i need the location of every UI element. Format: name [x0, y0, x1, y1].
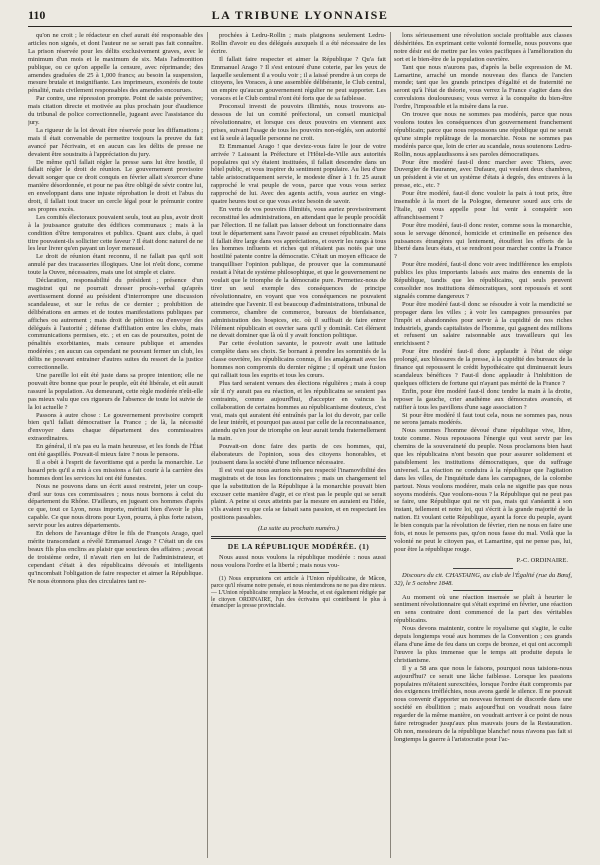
- paragraph: Il fallait faire respecter et aimer la République ? Qu'a fait Emmanuel Arago ? Il s'est entouré d'une coterie, par les yeux de laquelle seulement il a voulu voir ; il a laissé prendre à un corps de citoyens, les Voraces, à une assemblée délibérante, le Club central, un empire qu'aucun gouvernement régulier ne peut supporter. Les voraces et le Club central n'ont été forts que de sa faiblesse.: [211, 55, 386, 103]
- section-divider: [211, 536, 386, 539]
- paragraph: Nous ne pouvons dans un écrit aussi restreint, jeter un coup-d'œil sur tous ces commissaires ; nous nous bornons à celui du département du Rhône. D'ailleurs, en jugeant ces hommes d'après ce que, tout ce Lyon, nous importe, méritait bien d'avoir le plus capable. Ce que nous dirons pour Lyon, pourra, à plus forte raison, servir pour les autres départements.: [28, 482, 203, 530]
- header-rule: [28, 26, 572, 27]
- paragraph: Enfin, pour être modéré faut-il donc tendre la main à la droite, reposer la gauche, crier anathème aux démocrates avancés, et ratifier à tous les pavillons d'une sage association ?: [394, 387, 572, 411]
- paragraph: Par cette évolution savante, le pouvoir avait une latitude complète dans ses choix. Se bornant à prendre les sommités de la classe ouvrière, les républicains connus, il les amalgamait avec les hommes non compromis du dernier régime ; il opérait une fusion qui ralliait tous les esprits et tous les cœurs.: [211, 340, 386, 379]
- paragraph: Nous devons maintenir, contre le royalisme qui s'agite, le culte depuis longtemps voué aux hommes de la Convention ; ces grands élans d'une âme de feu dans un corps de bronze, et qui ont accompli l'œuvre la plus immense que le temps ait produite depuis le christianisme.: [394, 625, 572, 664]
- paragraph: Pouvait-on donc faire des partis de ces hommes, qui, élaborateurs de l'opinion, sous des citoyens honorables, et jouissent dans la société d'une influence nécessaire.: [211, 443, 386, 466]
- footnote-rule: [269, 572, 329, 573]
- section-title: DE LA RÉPUBLIQUE MODÉRÉE. (1): [227, 542, 370, 552]
- continued-notice: (La suite au prochain numéro.): [258, 525, 339, 533]
- paragraph: De même qu'il fallait régler la presse sans lui être hostile, il fallait régler le droit de réunion. Le gouvernement provisoire devait songer que ce droit conquis en février allait s'exercer d'une manière désordonnée, et pour ne pas être obligé de sévir contre lui, en enveloppant dans une injuste réprobation le droit et l'abus du droit, il fallait tout tracer un cercle légal pour le prémunir contre ses propres excès.: [28, 158, 203, 213]
- paragraph: Et Emmanuel Arago ! que deviez-vous faire le jour de votre arrivée ? Laissant la Préfecture et l'Hôtel-de-Ville aux autorités populaires qui s'y étaient instituées, il fallait descendre dans un hôtel public, et vous inspirer du sentiment populaire. Au lieu d'une table aristocratiquement servie, le modeste dîner à 1 fr. 25 aurait rapproché le vrai peuple de vous, parce que vous vous seriez rapproché de lui. Avec des agents actifs, vous auriez en vingt-quatre heures tout ce que vous aviez besoin de savoir.: [211, 142, 386, 206]
- paragraph: Pour être modéré, faut-il donc vouloir la paix à tout prix, être insensible à la mort de la Pologne, demeurer sourd aux cris de l'Italie, qui vous appelle pour lui venir à conquérir son affranchissement ?: [394, 190, 572, 221]
- newspaper-title: LA TRIBUNE LYONNAISE: [211, 8, 389, 22]
- paragraph: Pour être modéré faut-il donc applaudir à l'état de siège prolongé, aux blessures de la presse, à la cupidité des bureaux de la finance qui repoussent le crédit hypothécaire qui diminuerait leurs scandaleux bénéfices ? Faut-il donc applaudir à l'inhibition de quelques officiers de fortune qui n'ayant pas mérité de la France ?: [394, 348, 572, 387]
- paragraph: Pour être modéré, faut-il donc voir avec indifférence les emplois publics les plus importants laissés aux mains des ennemis de la République, tandis que les républicains, qui seuls peuvent consolider nos institutions démocratiques, sont repoussés et sont signalés comme dangereux ?: [394, 261, 572, 300]
- column-2: [211, 32, 386, 858]
- paragraph: Les comités électoraux pouvaient seuls, tout au plus, avoir droit à la jouissance gratuite des édifices communaux ; mais à la condition d'être temporaires et publics. Quant aux clubs, à quel titre pouvaient-ils solliciter cette faveur ? Il était donc naturel de ne les leur livrer qu'en payant un loyer mensuel.: [28, 213, 203, 253]
- paragraph: Une pareille loi eût été juste dans sa propre intention; elle ne pouvait être bonne que pour le peuple, eût été libérale, et eût aurait rassuré la population. Au demeurant, cette règle modérée n'eût-elle pas mieux valu que ces rigueurs de l'absence de toute loi suivie de la loi actuelle ?: [28, 371, 203, 411]
- paragraph: Si pour être modéré il faut tout cela, nous ne sommes pas, nous ne serons jamais modérés.: [394, 411, 572, 427]
- paragraph: En vertu de vos pouvoirs illimités, vous auriez provisoirement reconstitué les administrations, en attendant que le peuple procédât par l'élection. Il ne fallait pas laisser debout un fonctionnaire dans tout le département sans l'avoir passé au creuset républicain. Mais il fallait être large dans vos appréciations, et ouvrir les rangs à tous les hommes influents et riches qui n'étaient pas notés par une hostilité patente contre la démocratie. C'était un moyen efficace de tranquilliser l'opinion publique, de prouver que la communauté restait à l'état de système philosophique, et que le gouvernement ne voulait que le triomphe de la démocratie pure. Permettez-nous de tirer un seul exemple des conséquences de principe révolutionnaire, en voyant que vos conséquences ne pouvaient atteindre que l'avenir. Il est beaucoup d'administrations, tribunal de commerce, chambre de commerce, bureaux de bienfaisance, administration des hospices, etc. où il suffisait de faire entrer l'élément républicain et ouvrier sans qu'il y dominât. Cet élément ne devait dominer que là où il y avait fonction politique.: [211, 205, 386, 340]
- paragraph: Proconsul investi de pouvoirs illimités, nous trouvons au-dessous de lui un comité préfectoral, un conseil municipal révolutionnaire, et lorsque ces deux pouvoirs en viennent aux prises, suivant l'usage de tous les pouvoirs non-réglés, son autorité est là seule à laquelle personne ne croit.: [211, 103, 386, 142]
- page-header: [28, 8, 572, 26]
- paragraph: prochées à Ledru-Rollin ; mais plaignons seulement Ledru-Rollin d'avoir eu des délégués auxquels il a été nécessaire de les écrire.: [211, 32, 386, 55]
- paragraph: lons sérieusement une révolution sociale profitable aux classes déshéritées. En exprimant cette volonté formelle, nous pouvons que notre désir est de mettre par les voies pacifiques à l'amélioration du sort et le bien-être de la population ouvrière.: [394, 32, 572, 63]
- footnote: (1) Nous empruntons cet article à l'Union républicaine, de Mâcon, parce qu'il résume notre pensée, et nous réentendrons ne ne pas dire mieux. — L'Union républicaine remplace la Mouche, et est également rédigée par le citoyen ORDINAIRE, l'un des écrivains qui contribuent le plus à émanciper la presse provinciale.: [211, 575, 386, 610]
- column-separator: [390, 32, 391, 858]
- paragraph: Il est vrai que nous aurions très peu respecté l'inamovibilité des magistrats et de tous les fonctionnaires ; mais un changement tel que la substitution de la République à la monarchie pouvait bien excuser cette manière d'agir, et ce n'est pas le peuple qui se serait plaint. A peine si ceux atteints par la mesure en auraient eu l'idée, s'ils avaient vu que cela se faisait sans passion, et en respectant les positions passables.: [211, 466, 386, 522]
- paragraph: qu'on ne croit ; le rédacteur en chef aurait été responsable des articles non signés, et dont l'auteur ne se serait pas fait connaître. La prison réservée pour les délits exclusivement graves, avec le minimum d'un mois et le maximum de six. Mais l'admonition publique, ou ce qu'on appelle la censure, avec réprimande; des amendes graduées de 25 à 1,000 francs; au besoin la suspension, mesure brutale et insignifiante. Les imprimeurs, exonérés de toute pénalité, mais civilement responsables des amendes encourues.: [28, 32, 203, 95]
- paragraph: Au moment où une réaction insensée se plaît à heurter le sentiment révolutionnaire qui s'était exprimé en février, une réaction en sens contraire dont commencé de la part des véritables républicains.: [394, 593, 572, 625]
- paragraph: En général, il n'a pas eu la main heureuse, et les fonds de l'État ont été gaspillés. Pouvait-il mieux faire ? nous le pensons.: [28, 443, 203, 459]
- paragraph: Par contre, une répression prompte. Point de saisie préventive; mais citation directe et motivée au plus prochain jour d'audience du tribunal de police correctionnelle, jugeant avec l'assistance du jury.: [28, 95, 203, 126]
- paragraph: Pour être modéré faut-il donc se résoudre à voir la mendicité se propager dans les villes ; à voir les campagnes pressurées par l'impôt et abandonnées pour servir à la cupidité de nos riches industriels, grands capitalistes de l'homme, qui gagnent des millions et refusent un salaire raisonnable aux travailleurs qui les enrichissent ?: [394, 300, 572, 348]
- paragraph: Tant que nous n'aurons pas, d'après la belle expression de M. Lamartine, arraché un monde nouveau des flancs de l'ancien monde; tant que les grands principes d'égalité et de fraternité ne seront qu'à l'état de théorie, vous verrez la France s'agiter dans des convulsions douloureuses; vous verrez à la conquête du bien-être l'ordre, l'impossible et la misère dans la rue.: [394, 63, 572, 111]
- paragraph: Déclaration, responsabilité du président ; présence d'un magistrat qui ne pourrait dresser procès-verbal qu'après avertissement donné au président d'interrompre une discussion scandaleuse, et sur le refus de ce dernier ; prohibition de délibérations en armes et de toutes manifestations publiques par affiches ou autrement ; mais droit de pétition ou d'envoyer des délégués à l'autorité ; défense d'affiliation entre les clubs, mais communications permises, etc. ; et en cas de poursuites, point de pénalités exorbitantes, mais censure publique et amendes modérées ; en aucun cas cependant ne pouvant fermer un club, les délits ne pouvant entrainer d'autres suites du ressort de la justice correctionnelle.: [28, 277, 203, 372]
- paragraph: Pour être modéré, faut-il donc rester, comme sous la monarchie, sous le servage dénoncé, homicide et criminelle en présence des puissances étrangères qui lentement, étouffent les efforts de la liberté dans leurs états, et se rendront pour marcher contre la France ?: [394, 221, 572, 261]
- discourse-title: Discours du cit. CHASTAING, au club de l'Égalité (rue du Bœuf, 32), le 5 octobre 1848.: [394, 571, 572, 587]
- author-signature: P.-C. ORDINAIRE.: [516, 556, 568, 564]
- page-number: 110: [28, 8, 46, 22]
- paragraph: Nous sommes l'homme dévoué d'une république vive, libre, toute comme. Nous repoussons l'énergie qui veut servir par les chemins de la souveraineté du peuple. Nous proclamons bien haut que les républicains n'ont besoin que pour assurer solidement et paisiblement les institutions démocratiques, que du suffrage universel. La réaction ne conduira à la république que l'agitation dans les villes, de l'inquiétude dans les campagnes, de la colombe partout. Nous voulons modérer, mais cela ne signifie pas que nous soyons modérés. Que voulons-nous ? la République qui ne peut pas se faire, une République qui ne vit pas, mais qui s'anéantit à son instant, tellement et notre loi, qui s'écrit à la grande majorité de la nation. Et voulant cette République, ayant la force du peuple, ayant le bien conquis par la révolution de février, rien ne nous en faire une fois, et nous le pensons pas, qu'on nous fasse du mal. Voilà que la volonté ne peut le citoyen pas, et Lamartine, qui ne pense pas, lui, pour être la république rouge.: [394, 427, 572, 553]
- paragraph: La rigueur de la loi devait être réservée pour les diffamations ; mais il était convenable de permettre toujours la preuve du fait avancé par l'écrivain, et en aucun cas les délits de presse ne devaient être soustraits à l'appréciation du jury.: [28, 126, 203, 158]
- column-separator: [207, 32, 208, 858]
- column-1: [28, 32, 203, 858]
- paragraph: Pour être modéré faut-il donc marcher avec Thiers, avec Duvergier de Hauranne, avec Dufaure, qui veulent deux chambres, un président à vie et un système d'états à degrés, des entraves à la presse, etc., etc. ?: [394, 158, 572, 190]
- paragraph: On trouve que nous ne sommes pas modérés, parce que nous voulons toutes les conséquences d'un gouvernement franchement républicain; parce que nous repoussons une république qui ne serait qu'une simple replâtrage de la monarchie. Nous ne sommes pas modérés parce que, loin de crier au scandale, nous soutenons Ledru-Rollin, nous applaudissons à ses paroles démocratiques.: [394, 111, 572, 158]
- paragraph: Passons à autre chose : Le gouvernement provisoire comprit bien qu'il fallait démocratiser la France ; de là, la nécessité d'envoyer dans chaque département des commissaires extraordinaires.: [28, 411, 203, 443]
- article-divider: [453, 568, 513, 569]
- paragraph: Plus tard seraient venues des élections régulières ; mais à coup sûr il n'y aurait pas eu réaction, et les républicains se seraient pas contraints, comme aujourd'hui, d'accepter en vaincus la collaboration de certains hommes au républicanisme douteux, c'est vrai, mais qui auraient été entraînés par la loi du devoir, par celle de leur intérêt, et pourquoi pas aussi par celle de la reconnaissance, attendu qu'en jour de triomphe on leur aurait tendu fraternellement la main.: [211, 379, 386, 443]
- column-3: [394, 32, 572, 858]
- paragraph: Il a obéi à l'esprit de favoritisme qui a perdu la monarchie. Le hasard pris qu'il a mis à ces missions a fait courir à la carrière des hommes dont les services lui ont été funestes.: [28, 458, 203, 482]
- paragraph: Le droit de réunion étant reconnu, il ne fallait pas qu'il soit annulé par des tracasseries illogiques. Une loi n'eût donc, comme toute la Ouvre, nécessaires, mais une loi simple et claire.: [28, 253, 203, 277]
- paragraph: Nous aussi nous voulons la république modérée : nous aussi nous voulons l'ordre et la liberté ; mais nous vou-: [211, 554, 386, 569]
- paragraph: Il y a 58 ans que nous le faisons, pourquoi nous taisions-nous aujourd'hui? ce serait une lâche faiblesse. Lorsque les passions populaires m'étaient surexcitées, lorsque l'ordre était compromis par des exigences irréfléchies, nous avons gardé le silence. Il ne pouvait nous convenir d'apporter un nouveau ferment de discorde dans une société en ébullition ; mais aujourd'hui on voudrait nous faire regarder de la même manière, on voudrait arriver à ce point de nous faire retrograder jusqu'aux plus mauvais jours de la Restauration. Oh non, messieurs de la république blanche! nous n'avons pas fait si longtemps la guerre à l'aristocratie pour l'ac-: [394, 664, 572, 743]
- title-rule: [453, 590, 513, 591]
- paragraph: En dehors de l'avantage d'être le fils de François Arago, quel mérite transcendant a révélé Emmanuel Arago ? C'était un de ces beaux fils plus enclins au plaisir que soucieux des affaires ; avocat de troisième ordre, il n'avait rien en lui de l'administrateur, et cependant c'était à des républicains dévoués et intelligents qu'incombait l'obligation de faire respecter et aimer la République. Ne nous étonnons plus des circulaires tant re-: [28, 530, 203, 585]
